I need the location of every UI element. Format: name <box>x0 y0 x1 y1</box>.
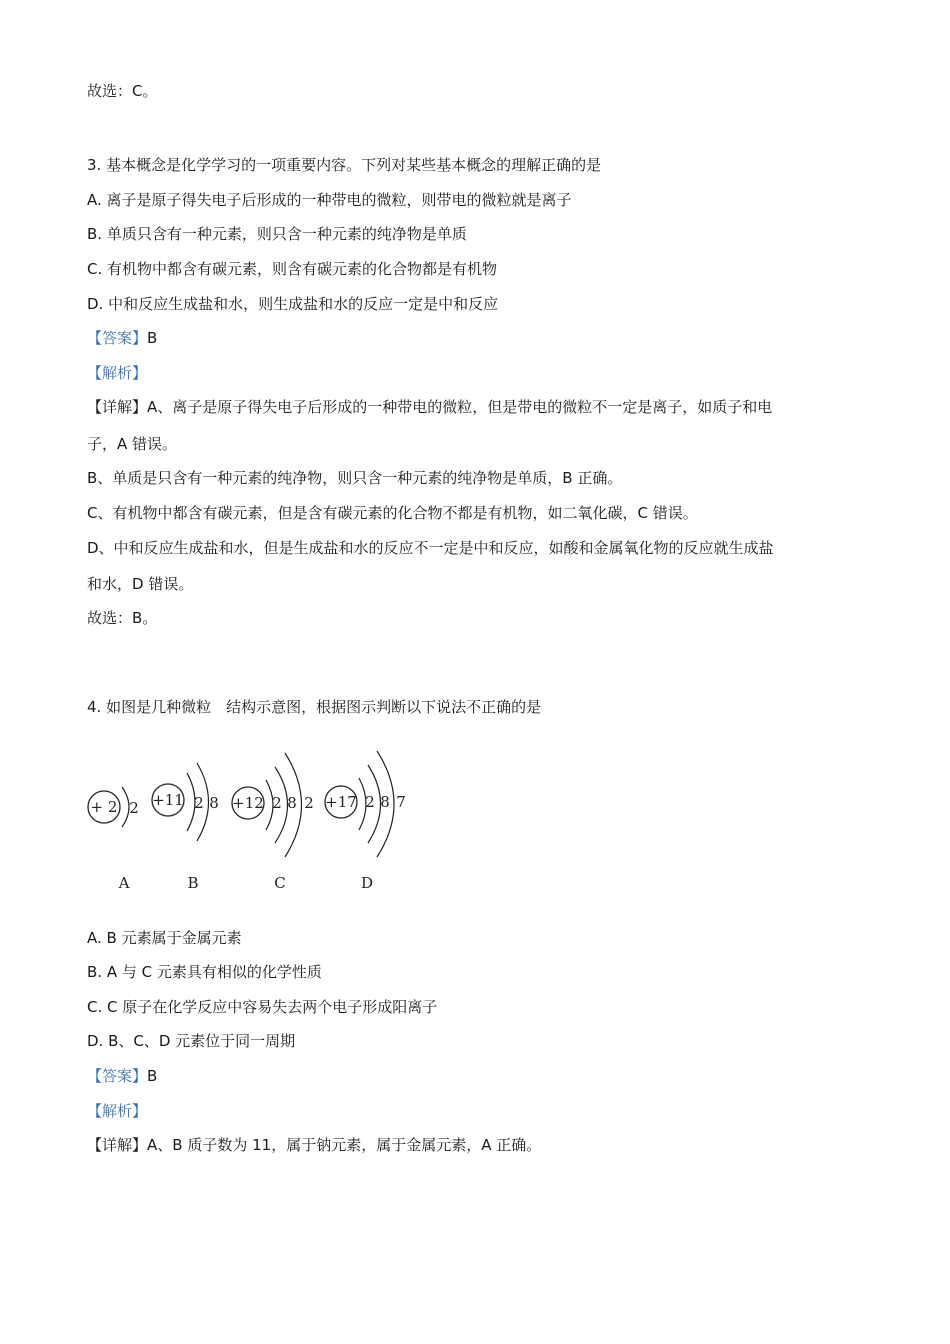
q4-detail-text-1: A、B 质子数为 11，属于钠元素，属于金属元素，A 正确。 <box>147 1136 542 1154</box>
particle-label: A <box>118 874 130 892</box>
q4-analysis-tag: 【解析】 <box>87 1102 148 1120</box>
q3-stem: 3. 基本概念是化学学习的一项重要内容。下列对某些基本概念的理解正确的是 <box>87 156 602 174</box>
particle-label: D <box>360 874 374 892</box>
q4-stem: 4. 如图是几种微粒 结构示意图，根据图示判断以下说法不正确的是 <box>87 698 542 716</box>
q4-answer: B <box>147 1067 158 1085</box>
shell-electrons: 7 <box>396 793 406 811</box>
q3-detail-text-1: A、离子是原子得失电子后形成的一种带电的微粒，但是带电的微粒不一定是离子，如质子和电 <box>147 398 773 416</box>
nucleus-charge: + 2 <box>90 798 118 816</box>
q4-detail-line-1 <box>87 1135 541 1155</box>
q4-option-a: A. B 元素属于金属元素 <box>87 929 242 947</box>
q4-option-b: B. A 与 C 元素具有相似的化学性质 <box>87 963 322 981</box>
q3-answer-tag: 【答案】 <box>87 329 148 347</box>
q3-answer-line <box>87 328 157 348</box>
particle-b <box>152 763 219 892</box>
nucleus-charge: +11 <box>152 791 184 809</box>
q3-conclusion: 故选：B。 <box>87 609 158 627</box>
shell-electrons: 2 <box>194 794 204 812</box>
q4-answer-tag: 【答案】 <box>87 1067 148 1085</box>
q3-detail-line-2: 子，A 错误。 <box>87 435 178 453</box>
shell-electrons: 8 <box>287 794 297 812</box>
q3-analysis-tag: 【解析】 <box>87 364 148 382</box>
shell-electrons: 8 <box>380 793 390 811</box>
nucleus-charge: +17 <box>325 793 357 811</box>
shell-electrons: 8 <box>209 794 219 812</box>
shell-electrons: 2 <box>272 794 282 812</box>
particle-d <box>325 751 406 892</box>
q3-answer: B <box>147 329 158 347</box>
atomic-structure-diagram <box>80 745 420 895</box>
shell-electrons: 2 <box>365 793 375 811</box>
q3-option-c: C. 有机物中都含有碳元素，则含有碳元素的化合物都是有机物 <box>87 260 498 278</box>
particle-a <box>88 787 139 892</box>
q3-option-b: B. 单质只含有一种元素，则只含一种元素的纯净物是单质 <box>87 225 467 243</box>
q3-detail-line-5: D、中和反应生成盐和水，但是生成盐和水的反应不一定是中和反应，如酸和金属氧化物的反应就生成盐 <box>87 539 774 557</box>
shell-electrons: 2 <box>129 799 139 817</box>
q3-detail-line-1 <box>87 397 772 417</box>
q4-option-d: D. B、C、D 元素位于同一周期 <box>87 1032 296 1050</box>
q3-option-d: D. 中和反应生成盐和水，则生成盐和水的反应一定是中和反应 <box>87 295 499 313</box>
particle-label: B <box>187 874 199 892</box>
nucleus-charge: +12 <box>232 794 264 812</box>
q4-option-c: C. C 原子在化学反应中容易失去两个电子形成阳离子 <box>87 998 438 1016</box>
q3-detail-line-3: B、单质是只含有一种元素的纯净物，则只含一种元素的纯净物是单质，B 正确。 <box>87 469 623 487</box>
q3-detail-tag: 【详解】 <box>87 398 148 416</box>
q3-detail-line-6: 和水，D 错误。 <box>87 575 194 593</box>
q4-answer-line <box>87 1066 157 1086</box>
electron-shell-arc <box>122 787 129 827</box>
q4-detail-tag: 【详解】 <box>87 1136 148 1154</box>
shell-electrons: 2 <box>304 794 314 812</box>
prev-conclusion: 故选：C。 <box>87 82 158 100</box>
q3-detail-line-4: C、有机物中都含有碳元素，但是含有碳元素的化合物不都是有机物，如二氧化碳，C 错误。 <box>87 504 698 522</box>
particle-c <box>232 753 314 892</box>
q3-option-a: A. 离子是原子得失电子后形成的一种带电的微粒，则带电的微粒就是离子 <box>87 191 572 209</box>
particle-label: C <box>274 874 286 892</box>
